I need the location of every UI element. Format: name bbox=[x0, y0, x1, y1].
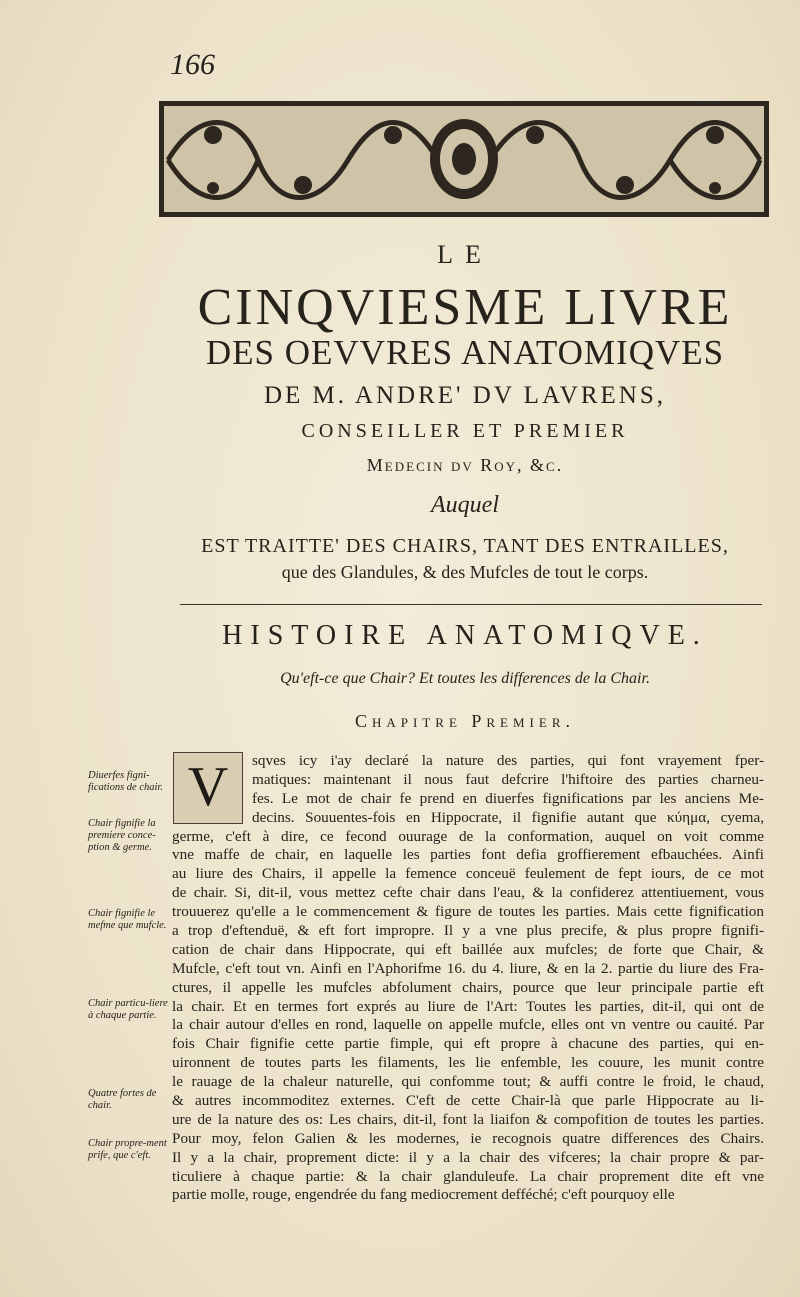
text-line: partie molle, rouge, engendrée du fang mediocrement defféché; c'eft pourquoy elle bbox=[172, 1186, 675, 1204]
page-number: 166 bbox=[170, 48, 215, 81]
text-line: germe, c'eft à dire, ce fecond ouurage de la conformation, auquel on voit comme bbox=[172, 827, 764, 845]
text-line: uironnent de toutes parts les filaments, les lie enfemble, les couure, les munit contre bbox=[172, 1054, 764, 1072]
title-le: LE bbox=[437, 240, 493, 269]
margin-note: Diuerfes figni-fications de chair. bbox=[88, 770, 163, 793]
text-line: la chair. Et en termes fort exprés au liure de l'Art: Toutes les parties, dit-il, qui ont de bbox=[172, 997, 764, 1015]
text-line: decins. Souuentes-fois en Hippocrate, il fignifie autant que κύημα, cyema, bbox=[252, 808, 764, 826]
text-line: Mufcle, c'eft tout vn. Ainfi en l'Aphorifme 16. du 4. liure, & en la 2. partie du liure des Fra- bbox=[172, 959, 764, 977]
body-text bbox=[172, 752, 764, 1205]
chapter-question: Qu'eft-ce que Chair? Et toutes les differences de la Chair. bbox=[280, 670, 650, 687]
text-line: le rauage de la chaleur naturelle, qui confomme tout; & auffi contre le froid, le chaud, bbox=[172, 1073, 764, 1091]
text-line: trouuerez qu'elle a le commencement & figure de toutes les parties. Mais cette fignification bbox=[172, 903, 764, 921]
text-line: cation de chair dans Hippocrate, qui eft baillée aux mufcles; de forte que Chair, & bbox=[172, 940, 764, 958]
margin-note: Chair particu-liere à chaque partie. bbox=[88, 998, 168, 1021]
title-conseiller: CONSEILLER ET PREMIER bbox=[301, 420, 629, 442]
title-author: DE M. ANDRE' DV LAVRENS, bbox=[263, 382, 666, 409]
title-main: CINQVIESME LIVRE bbox=[197, 279, 733, 336]
divider-rule bbox=[180, 604, 762, 605]
text-line: Pour moy, felon Galien & les modernes, ie recognois quatre differences des Chairs. bbox=[172, 1129, 764, 1147]
text-line: ure de la nature des os: Les chairs, dit-il, font la liaifon & compofition de toutes les parties. bbox=[172, 1110, 764, 1128]
text-line: de chair. Si, dit-il, vous mettez cefte chair dans l'eau, & la confiderez attentiuement, vous bbox=[172, 884, 764, 902]
auquel-word: Auquel bbox=[431, 492, 499, 518]
text-line: sqves icy i'ay declaré la nature des parties, qui font vrayement fper- bbox=[252, 752, 764, 769]
title-medecin: Medecin dv Roy, &c. bbox=[366, 455, 564, 475]
text-line: fes. Le mot de chair fe prend en diuerfes fignifications par les anciens Me- bbox=[252, 789, 764, 807]
subtitle-traitte: EST TRAITTE' DES CHAIRS, TANT DES ENTRAILLES, bbox=[201, 535, 729, 557]
drop-cap-letter: V bbox=[187, 756, 229, 818]
text-line: la chair autour d'elles en rond, laquelle on appelle mufcle, elles ont vn ventre ou cauité. Par bbox=[172, 1016, 764, 1034]
text-line: fois Chair fignifie cette partie fimple, qui eft propre à chacune des parties, qui en- bbox=[172, 1035, 764, 1053]
margin-note: Chair fignifie le mefme que mufcle. bbox=[88, 908, 167, 931]
margin-note: Chair propre-ment prife, que c'eft. bbox=[88, 1138, 167, 1161]
text-line: matiques: maintenant il nous faut defcrire l'hiftoire des parties charneu- bbox=[252, 770, 764, 788]
subtitle-glandules: que des Glandules, & des Mufcles de tout le corps. bbox=[281, 562, 649, 582]
text-line: au liure des Chairs, il appelle la femence conceuë feulement de fept iours, de ce mot bbox=[172, 865, 764, 883]
chapter-label: Chapitre Premier. bbox=[354, 711, 576, 731]
section-heading: HISTOIRE ANATOMIQVE. bbox=[222, 620, 708, 651]
text-line: Il y a la chair, proprement dicte: il y a la chair des vifceres; la chair propre & par- bbox=[172, 1148, 764, 1166]
text-line: & autres incommoditez externes. C'eft de cette Chair-là que parle Hippocrate au li- bbox=[172, 1092, 764, 1110]
text-line: vne maffe de chair, en laquelle les parties font defia groffierement efbauchées. Ainfi bbox=[172, 846, 764, 864]
text-line: a trop d'eftenduë, & eft fort impropre. Il y a vne plus precife, & plus propre fignifi- bbox=[172, 922, 764, 940]
text-line: ctures, il appelle les mufcles abfolument chairs, pource que leur principale partie eft bbox=[172, 978, 764, 996]
title-des-oeuvres: DES OEVVRES ANATOMIQVES bbox=[205, 333, 725, 372]
text-line: ticuliere à chaque partie: & la chair glanduleufe. La chair proprement dite eft vne bbox=[172, 1167, 764, 1185]
margin-note: Quatre fortes de chair. bbox=[88, 1088, 157, 1111]
ornamental-headpiece bbox=[158, 100, 770, 218]
margin-note: Chair fignifie la premiere conce-ption & germe. bbox=[88, 818, 156, 853]
